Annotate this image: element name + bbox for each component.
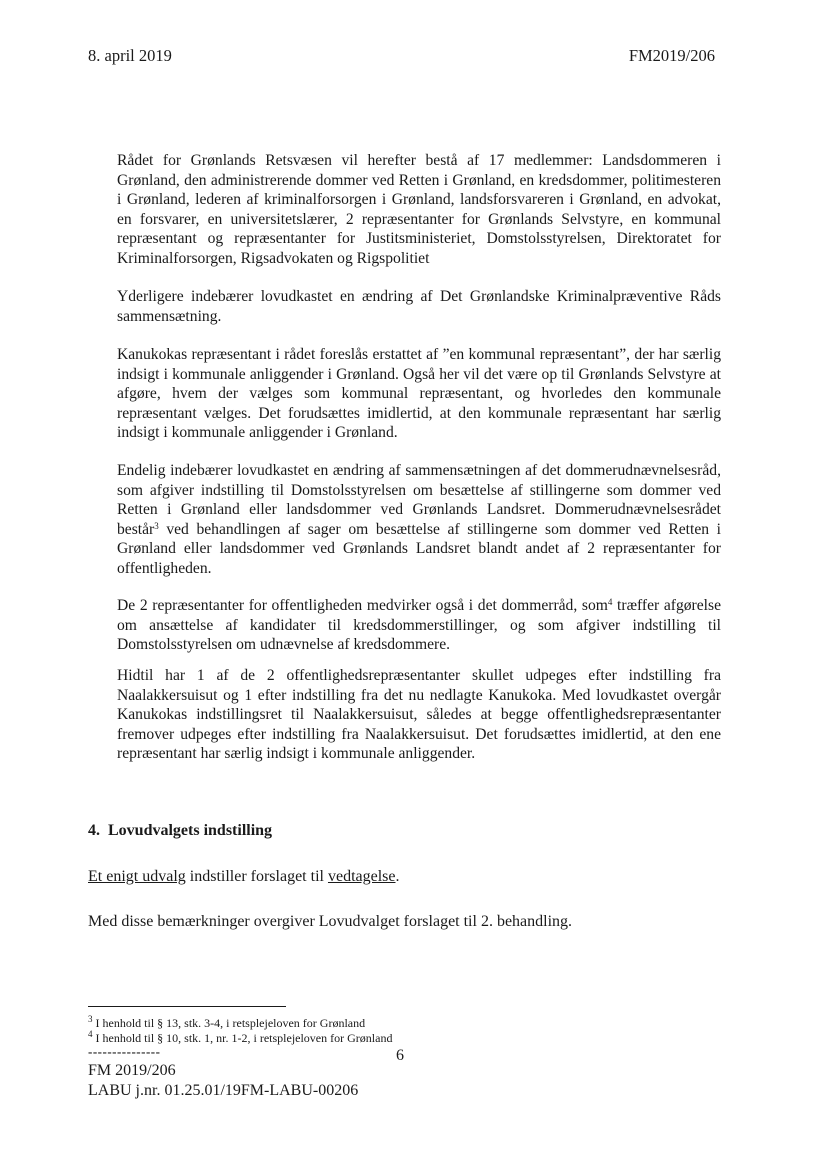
paragraph-public-representatives [117,666,721,764]
closing-statement: Med disse bemærkninger overgiver Lovudvalget forslaget til 2. behandling. [88,913,573,930]
footnote-number: 4 [88,1029,93,1039]
header-reference: FM2019/206 [628,46,715,65]
paragraph-text [117,596,721,655]
paragraph-text: Kanukokas repræsentant i rådet foreslås erstattet af ”en kommunal repræsentant”, der har særlig indsigt i kommunale anliggender i Grønland. Også her vil det være op til Grønlands Selvstyre at afgøre, hvem der vælges som kommunal repræsentant, og hvorledes den kommunale repræsentant vælges. Det forudsættes imidlertid, at den kommunale repræsentant har særlig indsigt i kommunale anliggender i Grønland. [117,346,721,441]
footnote-text: I henhold til § 10, stk. 1, nr. 1-2, i retsplejeloven for Grønland [92,1031,393,1045]
committee-recommendation [88,868,400,886]
recommendation-end: . [395,868,400,885]
footnote-reference-3[interactable]: 3 [154,520,159,531]
recommendation-subject: Et enigt udvalg [88,868,186,885]
footnote-number: 3 [88,1014,93,1024]
paragraph-kanukoka-representative [117,345,721,443]
paragraph-text-part: Endelig indebærer lovudkastet en ændring af sammensætningen af det dommerudnævnelsesråd, som afgiver indstilling til Domstolsstyrelsen om besættelse af stillingerne som dommer ved Retten i Grønland eller landsdommer ved Grønlands Landsret. Dommerudnævnelsesrådet består [117,462,721,538]
paragraph-text [117,461,721,578]
footnote-text: I henhold til § 13, stk. 3-4, i retsplejeloven for Grønland [92,1016,366,1030]
section-number: 4. [88,822,100,839]
paragraph-text-part: træffer afgørelse om ansættelse af kandidater til kredsdommerstillinger, og som afgiver indstilling til Domstolsstyrelsen om udnævnelse af kredsdommere. [117,597,721,653]
paragraph-text-part: De 2 repræsentanter for offentligheden medvirker også i det dommerråd, som [117,597,608,614]
footnote-3 [88,1016,365,1030]
footer-case-number: FM 2019/206 [88,1062,176,1079]
paragraph-judicial-appointments-council [117,461,721,578]
paragraph-text: Rådet for Grønlands Retsvæsen vil herefter bestå af 17 medlemmer: Landsdommeren i Grønland, den administrerende dommer ved Retten i Grønland, en kredsdommer, politimesteren i Grønland, lederen af kriminalforsorgen i Grønland, landsforsvareren i Grønland, en advokat, en forsvarer, en universitetslærer, 2 repræsentanter for Grønlands Selvstyre, en kommunal repræsentant og repræsentanter for Justitsministeriet, Domstolsstyrelsen, Direktoratet for Kriminalforsorgen, Rigsadvokaten og Rigspolitiet [117,152,721,267]
footer-journal-number: LABU j.nr. 01.25.01/19FM-LABU-00206 [88,1082,359,1099]
footer-dash-separator: --------------- [88,1044,161,1059]
page-number: 6 [396,1047,404,1064]
paragraph-text: Hidtil har 1 af de 2 offentlighedsrepræsentanter skullet udpeges efter indstilling fra Naalakkersuisut og 1 efter indstilling fra det nu nedlagte Kanukoka. Med lovudkastet overgår Kanukokas indstillingsret til Naalakkersuisut, således at begge offentlighedsrepræsentanter fremover udpeges efter indstilling fra Naalakkersuisut. Det forudsættes imidlertid, at den ene repræsentant har særlig indsigt i kommunale anliggender. [117,667,721,762]
paragraph-council-composition [117,151,721,268]
section-title: Lovudvalgets indstilling [108,822,273,839]
footnote-divider [88,1006,286,1007]
paragraph-judges-council [117,596,721,655]
paragraph-crime-prevention-council [117,287,721,326]
recommendation-middle: indstiller forslaget til [185,868,328,885]
section-heading [88,822,272,840]
footnote-reference-4[interactable]: 4 [607,597,613,607]
header-date: 8. april 2019 [88,46,172,65]
recommendation-object: vedtagelse [327,868,396,885]
paragraph-text-part: ved behandlingen af sager om besættelse af stillingerne som dommer ved Retten i Grønland eller landsdommer ved Grønlands Landsret blandt andet af 2 repræsentanter for offentligheden. [117,520,721,577]
footnote-4 [88,1031,392,1045]
paragraph-text: Yderligere indebærer lovudkastet en ændring af Det Grønlandske Kriminalpræventive Råds sammensætning. [117,288,721,325]
